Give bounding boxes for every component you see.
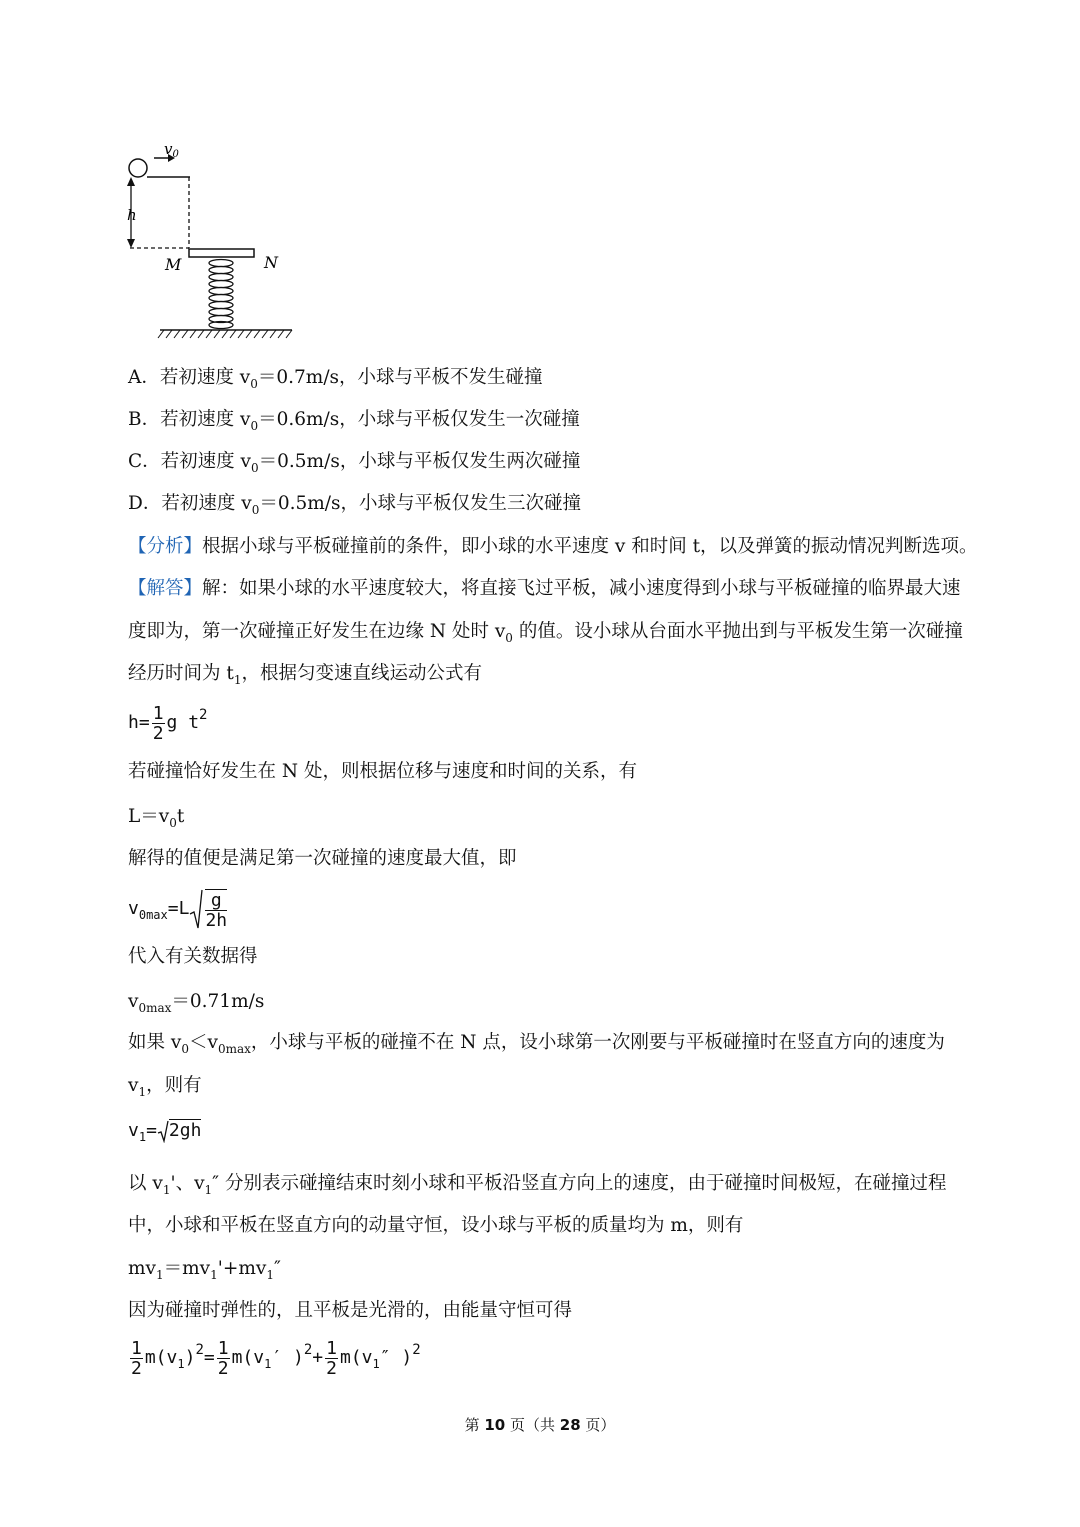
fraction: $\frac{1}{2}$ <box>152 702 164 744</box>
solution-line-1: 【解答】解：如果小球的水平速度较大，将直接飞过平板，减小速度得到小球与平板碰撞的临界最大速 <box>128 578 961 599</box>
plate <box>189 249 254 257</box>
solution-tag: 【解答】 <box>128 578 203 599</box>
denote-line-2: 中，小球和平板在竖直方向的动量守恒，设小球与平板的质量均为 m，则有 <box>128 1215 744 1236</box>
text-elastic: 因为碰撞时弹性的，且平板是光滑的，由能量守恒可得 <box>128 1300 573 1321</box>
sqrt-symbol <box>189 888 203 930</box>
denote-line-1: 以 $v_1'$、$v_1''$ 分别表示碰撞结束时刻小球和平板沿竖直方向上的速度，由于碰撞时间极短，在碰撞过程 <box>128 1173 947 1197</box>
option-a: A．若初速度 $v_0=0.7m/s$，小球与平板不发生碰撞 <box>128 367 543 391</box>
option-c: C．若初速度 $v_0=0.5m/s$，小球与平板仅发生两次碰撞 <box>128 451 581 475</box>
solution-line-3: 经历时间为 $t_1$，根据匀变速直线运动公式有 <box>128 663 482 687</box>
label-n: N <box>264 253 278 272</box>
total-pages: 28 <box>559 1416 581 1434</box>
page-number: 10 <box>484 1416 506 1434</box>
option-d: D．若初速度 $v_0=0.5m/s$，小球与平板仅发生三次碰撞 <box>128 493 582 517</box>
text-collision-n: 若碰撞恰好发生在 N 处，则根据位移与速度和时间的关系，有 <box>128 761 637 782</box>
spring <box>209 260 233 329</box>
if-line-2: $v_1$，则有 <box>128 1075 202 1099</box>
formula-v0max-value: $v_{0max}=0.71m/s$ <box>128 991 265 1015</box>
page-footer: 第 10 页（共 28 页） <box>464 1416 616 1434</box>
if-line-1: 如果 $v_0<v_{0max}$，小球与平板的碰撞不在 N 点，设小球第一次刚要与平板碰撞时在竖直方向的速度为 <box>128 1032 945 1056</box>
velocity-label: $v_0$ <box>164 140 179 160</box>
formula-energy: $\frac{1}{2}$ $m(v_1)^2=$ $\frac{1}{2}$ $m(v_1'$ )$^2$+ $\frac{1}{2}$ $m(v_1''$ )$^2$ <box>131 1337 421 1379</box>
formula-l: $L=v_0t$ <box>128 806 185 830</box>
height-arrow-bottom <box>127 239 135 248</box>
label-m: M <box>165 255 182 274</box>
formula-v1: $v_1= 2gh$ <box>128 1120 202 1144</box>
analysis-line: 【分析】根据小球与平板碰撞前的条件，即小球的水平速度 v 和时间 t，以及弹簧的振动情况判断选项。 <box>128 536 978 557</box>
solution-line-2: 度即为，第一次碰撞正好发生在边缘 N 处时 $v_0$ 的值。设小球从台面水平抛出到与平板发生第一次碰撞 <box>128 621 963 645</box>
ground-hatch <box>158 330 292 338</box>
formula-momentum: $mv_1=mv_1'+mv_1''$ <box>128 1258 281 1282</box>
physics-diagram <box>120 135 305 345</box>
sqrt-symbol-2 <box>157 1119 169 1143</box>
text-solve: 解得的值便是满足第一次碰撞的速度最大值，即 <box>128 848 517 869</box>
formula-v0max: $v_{0max}=L$ $\frac{g}{2h}$ <box>128 889 228 931</box>
option-b: B．若初速度 $v_0=0.6m/s$，小球与平板仅发生一次碰撞 <box>128 409 580 433</box>
text-substitute: 代入有关数据得 <box>128 946 258 967</box>
analysis-tag: 【分析】 <box>128 536 203 557</box>
formula-h: h= $\frac{1}{2}$ g $t^2$ <box>128 702 208 744</box>
ball <box>129 159 147 177</box>
height-arrow-top <box>127 177 135 186</box>
height-label: h <box>127 206 137 224</box>
